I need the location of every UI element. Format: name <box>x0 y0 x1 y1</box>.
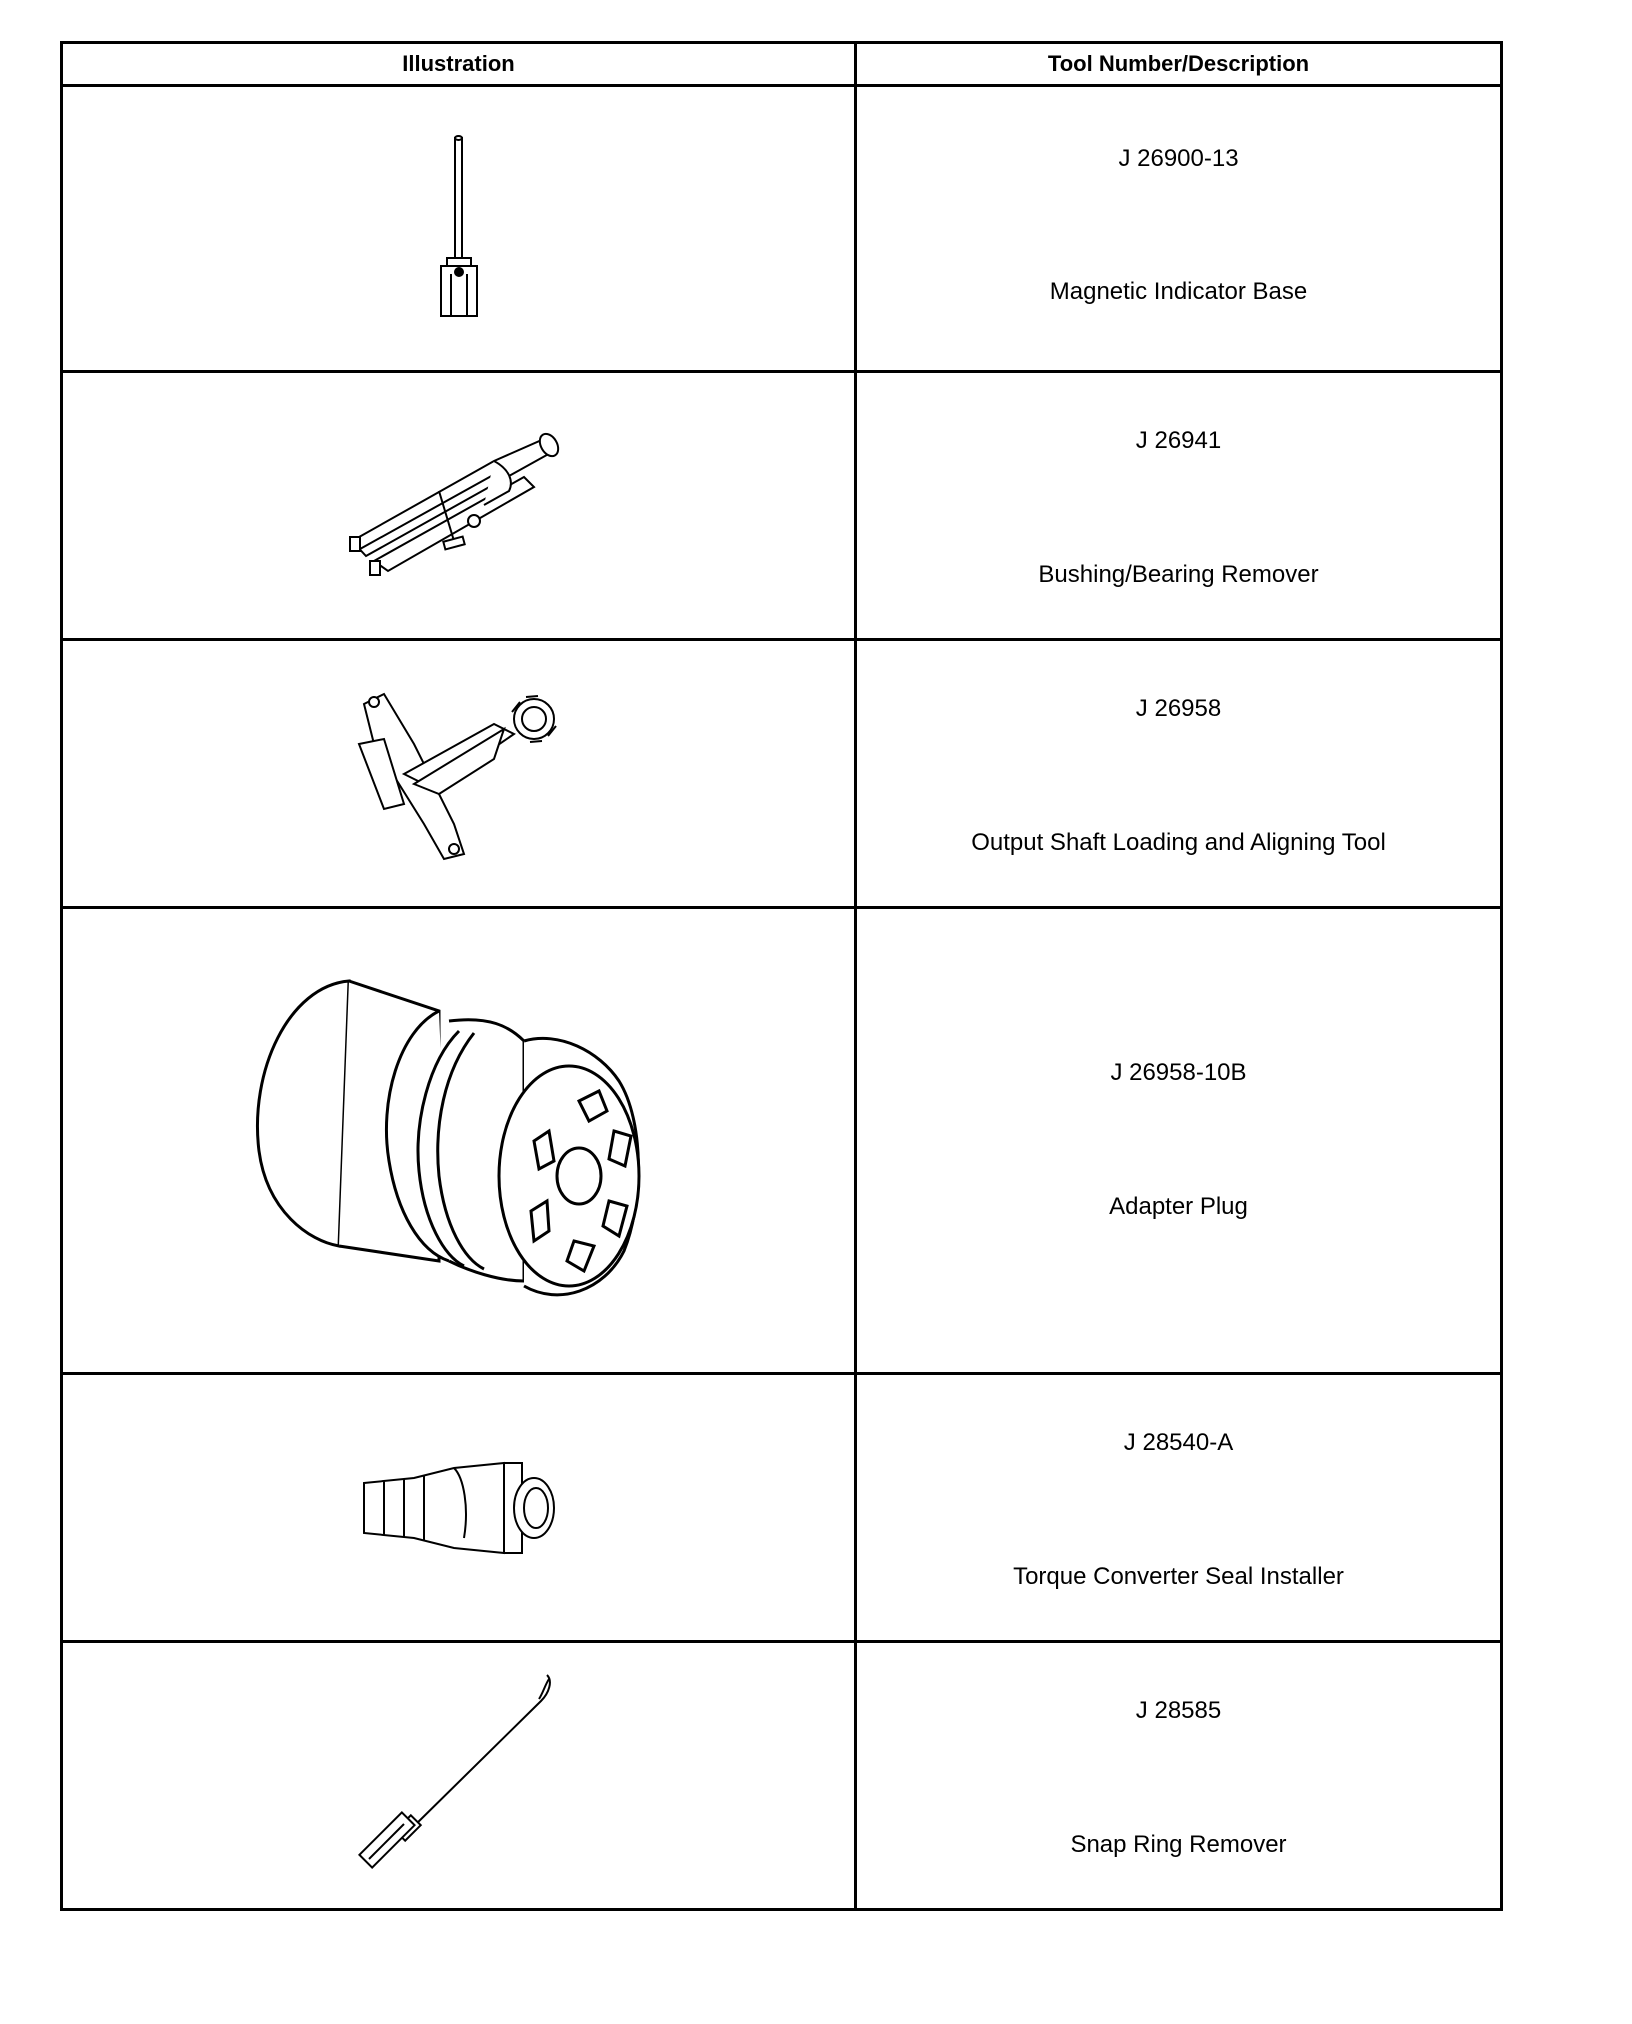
bushing-bearing-remover-icon <box>344 421 574 591</box>
header-tool-number-description: Tool Number/Description <box>856 43 1502 86</box>
tool-number: J 28585 <box>1135 1697 1222 1724</box>
tool-description: Torque Converter Seal Installer <box>1013 1563 1344 1590</box>
table-row <box>62 372 1502 640</box>
table-row <box>62 908 1502 1374</box>
tool-number: J 26958-10B <box>1110 1059 1247 1086</box>
tool-number: J 26958 <box>1135 695 1222 722</box>
description-cell <box>856 372 1502 640</box>
illustration-cell <box>62 640 856 908</box>
tool-description: Magnetic Indicator Base <box>1049 278 1308 305</box>
description-cell <box>856 640 1502 908</box>
table-row <box>62 1642 1502 1910</box>
table-row <box>62 640 1502 908</box>
description-cell <box>856 86 1502 372</box>
table-row <box>62 1374 1502 1642</box>
magnetic-indicator-base-icon <box>429 134 489 324</box>
tools-table <box>60 41 1503 1911</box>
tool-description: Bushing/Bearing Remover <box>1038 561 1319 588</box>
tool-number: J 28540-A <box>1123 1429 1234 1456</box>
illustration-cell <box>62 908 856 1374</box>
illustration-cell <box>62 372 856 640</box>
snap-ring-remover-icon <box>349 1671 569 1881</box>
table-row <box>62 86 1502 372</box>
tool-description: Snap Ring Remover <box>1070 1831 1287 1858</box>
illustration-cell <box>62 1374 856 1642</box>
tool-description: Output Shaft Loading and Aligning Tool <box>971 829 1386 856</box>
header-illustration: Illustration <box>62 43 856 86</box>
description-cell <box>856 1642 1502 1910</box>
tool-description: Adapter Plug <box>1109 1193 1248 1220</box>
tool-number: J 26900-13 <box>1118 145 1239 172</box>
header-row <box>62 43 1502 86</box>
tool-number: J 26941 <box>1135 427 1222 454</box>
description-cell <box>856 1374 1502 1642</box>
illustration-cell <box>62 86 856 372</box>
illustration-cell <box>62 1642 856 1910</box>
seal-installer-icon <box>354 1448 564 1568</box>
output-shaft-aligning-tool-icon <box>344 684 574 864</box>
description-cell <box>856 908 1502 1374</box>
adapter-plug-icon <box>249 961 669 1321</box>
